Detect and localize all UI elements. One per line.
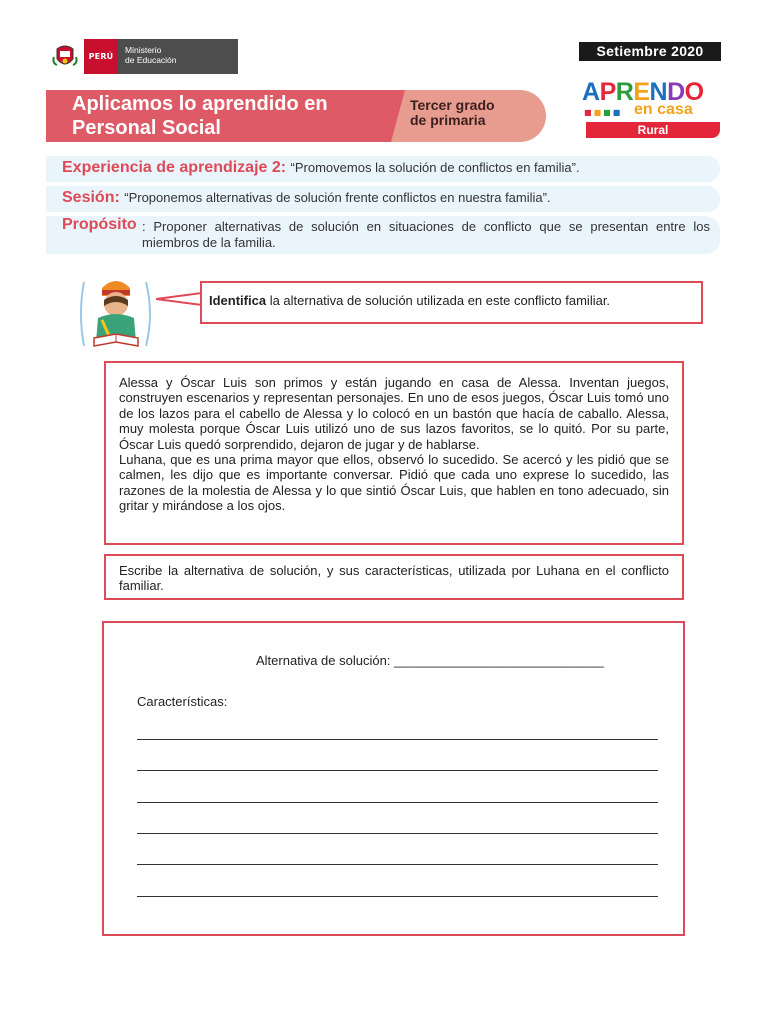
answer-line[interactable] bbox=[137, 896, 658, 897]
story-paragraph-1: Alessa y Óscar Luis son primos y están jugando en casa de Alessa. Inventan juegos, construyen escenarios y representan personajes. En uno de esos juegos, Óscar Luis tomó uno de los lazos para el cabello de Alessa y lo colocó en un bastón que hacía de caballo. Alessa, muy molesta porque Óscar Luis utilizó uno de sus lazos favoritos, se lo quitó. Por su parte, Óscar Luis quedó sorprendido, dejaron de jugar y de hablarse. bbox=[119, 375, 669, 452]
grade-label bbox=[410, 98, 495, 128]
speech-text: la alternativa de solución utilizada en este conflicto familiar. bbox=[266, 293, 611, 308]
speech-tail bbox=[156, 291, 202, 307]
speech-bold: Identifica bbox=[209, 293, 267, 308]
grade-line-1: Tercer grado bbox=[410, 97, 495, 113]
answer-line[interactable] bbox=[137, 833, 658, 834]
page-title: Aplicamos lo aprendido en Personal Social bbox=[72, 93, 328, 139]
answer-line[interactable] bbox=[137, 864, 658, 865]
ministry-logo bbox=[46, 39, 238, 74]
story-box bbox=[104, 361, 684, 545]
ministry-line-2: de Educación bbox=[125, 55, 177, 65]
color-dots-icon: ■■■■ bbox=[584, 108, 623, 117]
title-banner bbox=[46, 90, 546, 142]
answer-line[interactable] bbox=[137, 770, 658, 771]
aprendo-en-casa-logo bbox=[582, 80, 722, 144]
purpose-label: Propósito bbox=[62, 216, 137, 233]
speech-bubble bbox=[200, 281, 703, 324]
purpose-text: : Proponer alternativas de solución en situaciones de conflicto que se presentan entre los miembros de la familia. bbox=[142, 219, 710, 250]
story-paragraph-2: Luhana, que es una prima mayor que ellos, observó lo sucedido. Se acercó y les pidió que se calmen, les dijo que es importante conversar. Pidió que cada uno exprese lo sucedido, las razones de la molestia de Alessa y lo que sintió Óscar Luis, que hablen en tono adecuado, sin gritar y mirándose a los ojos. bbox=[119, 452, 669, 514]
alternative-label: Alternativa de solución: _____________________________ bbox=[256, 653, 604, 668]
session-row bbox=[46, 186, 720, 212]
answer-box bbox=[102, 621, 685, 936]
student-reading-illustration bbox=[76, 276, 156, 352]
session-label: Sesión: bbox=[62, 189, 120, 206]
purpose-row bbox=[46, 216, 720, 254]
answer-line[interactable] bbox=[137, 739, 658, 740]
rural-badge: Rural bbox=[586, 122, 720, 138]
peru-label: PERÚ bbox=[84, 39, 118, 74]
grade-line-2: de primaria bbox=[410, 112, 486, 128]
session-text: “Proponemos alternativas de solución frente conflictos en nuestra familia”. bbox=[124, 190, 551, 205]
instruction-box: Escribe la alternativa de solución, y sus características, utilizada por Luhana en el conflicto familiar. bbox=[104, 554, 684, 600]
experience-text: “Promovemos la solución de conflictos en familia”. bbox=[290, 160, 580, 175]
date-badge: Setiembre 2020 bbox=[579, 42, 721, 61]
answer-line[interactable] bbox=[137, 802, 658, 803]
experience-label: Experiencia de aprendizaje 2: bbox=[62, 159, 287, 176]
experience-row bbox=[46, 156, 720, 182]
ministry-name bbox=[118, 39, 238, 74]
characteristics-label: Características: bbox=[137, 694, 228, 709]
ministry-line-1: Ministerio bbox=[125, 45, 162, 55]
aprendo-wordmark: APRENDO bbox=[582, 78, 704, 106]
en-casa-label: en casa bbox=[634, 101, 693, 118]
coat-of-arms-icon bbox=[46, 39, 84, 74]
